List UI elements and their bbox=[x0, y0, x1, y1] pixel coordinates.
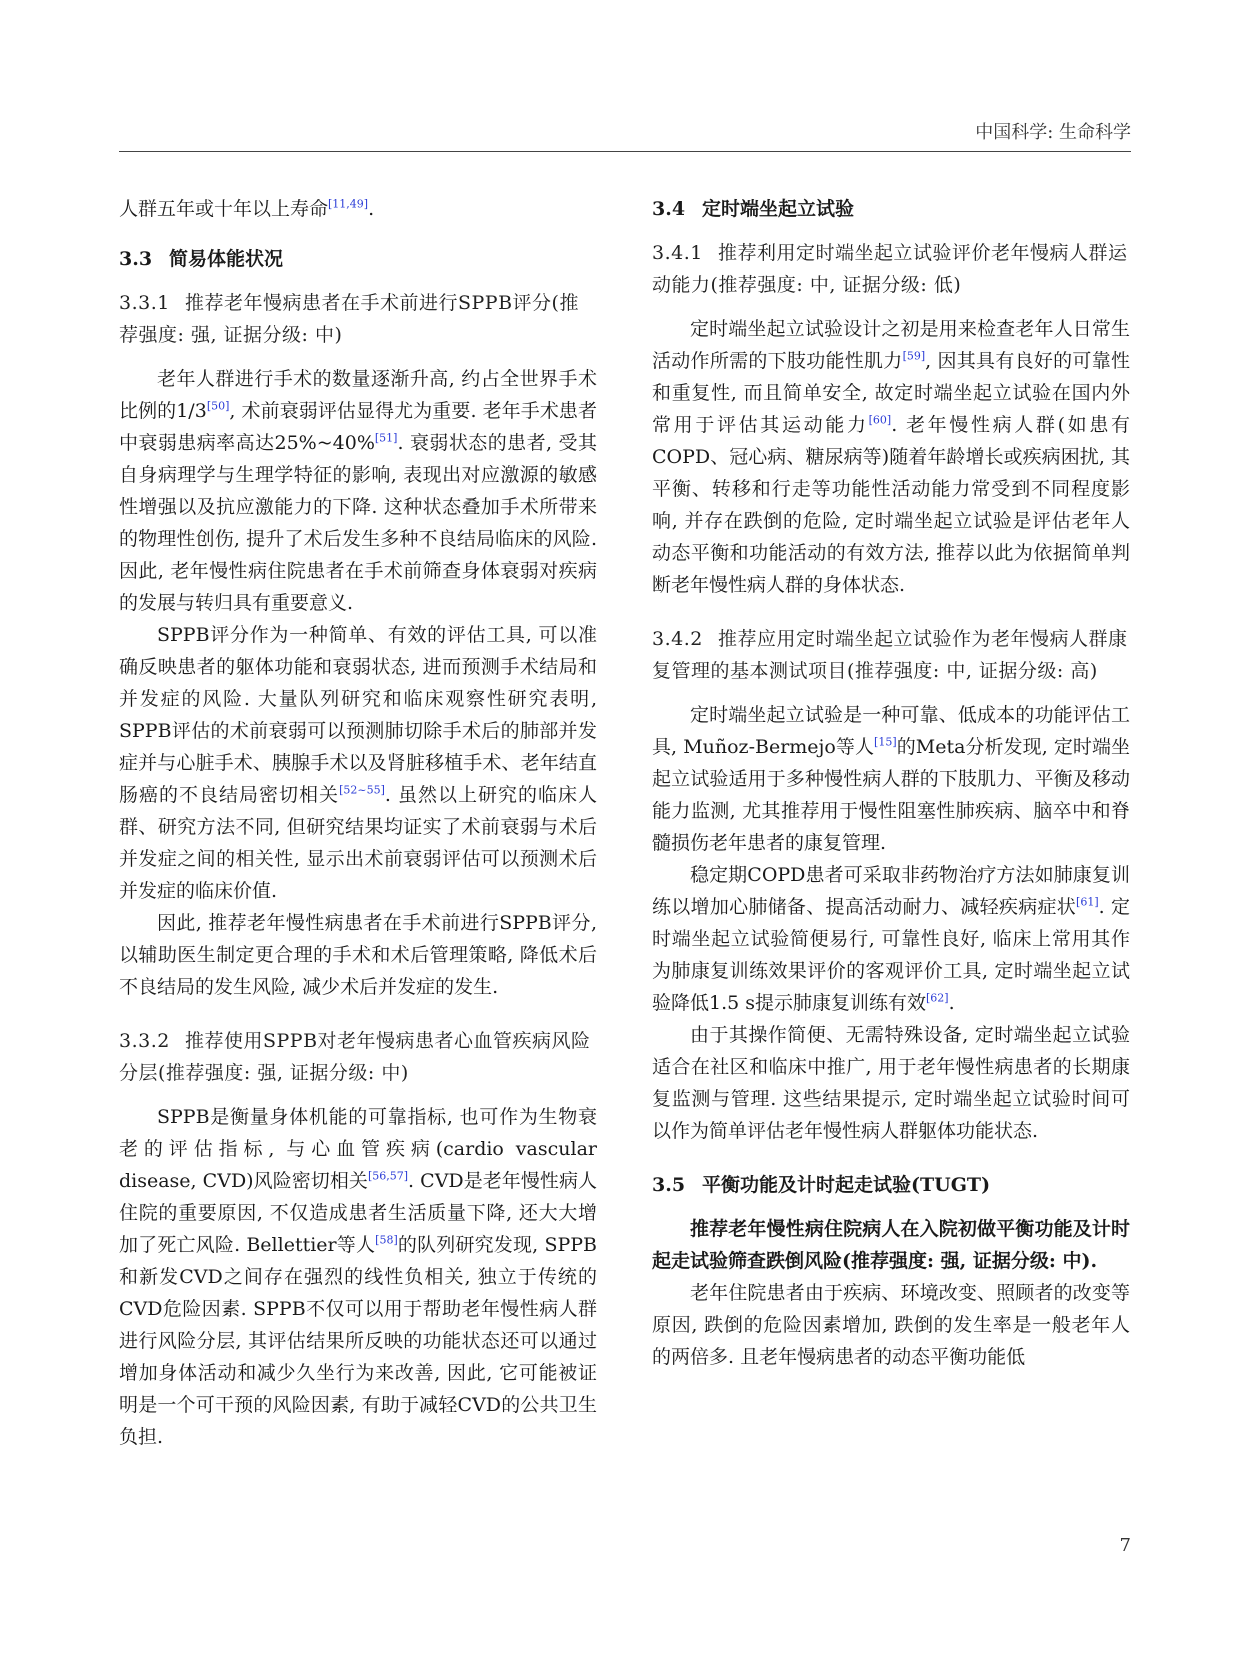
citation[interactable]: [56,57] bbox=[367, 1169, 409, 1183]
citation[interactable]: [60] bbox=[868, 413, 892, 427]
paragraph: 稳定期COPD患者可采取非药物治疗方法如肺康复训练以增加心肺储备、提高活动耐力、减轻疾病症状[61]. 定时端坐起立试验简便易行, 可靠性良好, 临床上常用其作为肺康复训练效果评价的客观评价工具, 定时端坐起立试验降低1.5 s提示肺康复训练有效[62]. bbox=[652, 864, 1130, 1014]
section-heading-3-5: 3.5 平衡功能及计时起走试验(TUGT) bbox=[652, 1174, 991, 1196]
citation[interactable]: [59] bbox=[902, 349, 926, 363]
subsection-heading-3-4-2: 3.4.2 推荐应用定时端坐起立试验作为老年慢病人群康复管理的基本测试项目(推荐强度: 中, 证据分级: 高) bbox=[652, 628, 1128, 682]
citation[interactable]: [11,49] bbox=[328, 197, 369, 211]
paragraph: 老年住院患者由于疾病、环境改变、照顾者的改变等原因, 跌倒的危险因素增加, 跌倒的发生率是一般老年人的两倍多. 且老年慢病患者的动态平衡功能低 bbox=[652, 1282, 1130, 1368]
paragraph: 因此, 推荐老年慢性病患者在手术前进行SPPB评分, 以辅助医生制定更合理的手术和术后管理策略, 降低术后不良结局的发生风险, 减少术后并发症的发生. bbox=[119, 912, 597, 998]
running-header bbox=[119, 118, 1131, 148]
citation[interactable]: [58] bbox=[375, 1233, 398, 1247]
paragraph: SPPB评分作为一种简单、有效的评估工具, 可以准确反映患者的躯体功能和衰弱状态, 进而预测手术结局和并发症的风险. 大量队列研究和临床观察性研究表明, SPPB评估的术前衰弱可以预测肺切除手术后的肺部并发症并与心脏手术、胰腺手术以及肾脏移植手术、老年结直肠癌的不良结局密切相关[52~55]. 虽然以上研究的临床人群、研究方法不同, 但研究结果均证实了术前衰弱与术后并发症之间的相关性, 显示出术前衰弱评估可以预测术后并发症的临床价值. bbox=[119, 624, 597, 902]
paragraph: 定时端坐起立试验设计之初是用来检查老年人日常生活动作所需的下肢功能性肌力[59], 因其具有良好的可靠性和重复性, 而且简单安全, 故定时端坐起立试验在国内外常用于评估其运动能力[60]. 老年慢性病人群(如患有COPD、冠心病、糖尿病等)随着年龄增长或疾病困扰, 其平衡、转移和行走等功能性活动能力常受到不同程度影响, 并存在跌倒的危险, 定时端坐起立试验是评估老年人动态平衡和功能活动的有效方法, 推荐以此为依据简单判断老年慢性病人群的身体状态. bbox=[652, 318, 1130, 596]
left-column bbox=[119, 193, 597, 1453]
subsection-heading-3-3-2: 3.3.2 推荐使用SPPB对老年慢病患者心血管疾病风险分层(推荐强度: 强, 证据分级: 中) bbox=[119, 1030, 591, 1084]
section-heading-3-3: 3.3 简易体能状况 bbox=[119, 248, 284, 270]
citation[interactable]: [50] bbox=[206, 399, 230, 413]
paragraph: 老年人群进行手术的数量逐渐升高, 约占全世界手术比例的1/3[50], 术前衰弱评估显得尤为重要. 老年手术患者中衰弱患病率高达25%~40%[51]. 衰弱状态的患者, 受其自身病理学与生理学特征的影响, 表现出对应激源的敏感性增强以及抗应激能力的下降. 这种状态叠加手术所带来的物理性创伤, 提升了术后发生多种不良结局临床的风险. 因此, 老年慢性病住院患者在手术前筛查身体衰弱对疾病的发展与转归具有重要意义. bbox=[119, 368, 597, 614]
citation[interactable]: [61] bbox=[1076, 895, 1099, 909]
citation[interactable]: [52~55] bbox=[339, 783, 385, 797]
citation[interactable]: [62] bbox=[926, 991, 949, 1005]
citation[interactable]: [51] bbox=[374, 431, 398, 445]
recommendation-statement: 推荐老年慢性病住院病人在入院初做平衡功能及计时起走试验筛查跌倒风险(推荐强度: 强, 证据分级: 中). bbox=[652, 1218, 1130, 1272]
journal-name: 中国科学: 生命科学 bbox=[975, 122, 1131, 143]
section-heading-3-4: 3.4 定时端坐起立试验 bbox=[652, 198, 855, 220]
paragraph: SPPB是衡量身体机能的可靠指标, 也可作为生物衰老的评估指标, 与心血管疾病(cardio vascular disease, CVD)风险密切相关[56,57]. CVD是老年慢性病人住院的重要原因, 不仅造成患者生活质量下降, 还大大增加了死亡风险. Bellettier等人[58]的队列研究发现, SPPB和新发CVD之间存在强烈的线性负相关, 独立于传统的CVD危险因素. SPPB不仅可以用于帮助老年慢性病人群进行风险分层, 其评估结果所反映的功能状态还可以通过增加身体活动和减少久坐行为来改善, 因此, 它可能被证明是一个可干预的风险因素, 有助于减轻CVD的公共卫生负担. bbox=[119, 1106, 598, 1448]
subsection-heading-3-4-1: 3.4.1 推荐利用定时端坐起立试验评价老年慢病人群运动能力(推荐强度: 中, 证据分级: 低) bbox=[652, 242, 1128, 296]
citation[interactable]: [15] bbox=[874, 735, 897, 749]
subsection-heading-3-3-1: 3.3.1 推荐老年慢病患者在手术前进行SPPB评分(推荐强度: 强, 证据分级: 中) bbox=[119, 292, 579, 346]
paragraph: 由于其操作简便、无需特殊设备, 定时端坐起立试验适合在社区和临床中推广, 用于老年慢性病患者的长期康复监测与管理. 这些结果提示, 定时端坐起立试验时间可以作为简单评估老年慢性病人群躯体功能状态. bbox=[652, 1024, 1130, 1142]
carry-over-paragraph: 人群五年或十年以上寿命[11,49]. bbox=[119, 197, 375, 220]
header-rule bbox=[119, 151, 1131, 152]
page-number: 7 bbox=[1119, 1535, 1131, 1556]
paragraph: 定时端坐起立试验是一种可靠、低成本的功能评估工具, Muñoz-Bermejo等人[15]的Meta分析发现, 定时端坐起立试验适用于多种慢性病人群的下肢肌力、平衡及移动能力监测, 尤其推荐用于慢性阻塞性肺疾病、脑卒中和脊髓损伤老年患者的康复管理. bbox=[652, 704, 1130, 854]
right-column bbox=[652, 193, 1130, 1373]
